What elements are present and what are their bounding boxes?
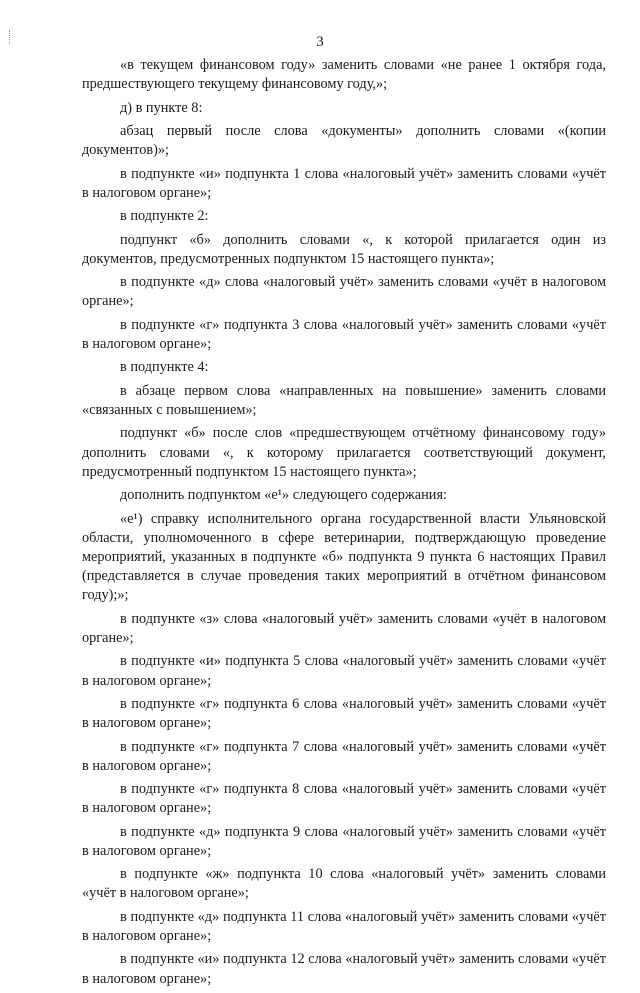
paragraph: «е¹) справку исполнительного органа государственной власти Ульяновской области, уполномоченного в сфере ветеринарии, подтверждающую проведение мероприятий, указанных в подпункте «б» подпункта 9 пункта 6 настоящих Правил (представляется в случае проведения таких мероприятий в отчётном финансовом году);»;	[82, 510, 606, 604]
paragraph: «в текущем финансовом году» заменить словами «не ранее 1 октября года, предшествующего текущему финансовому году,»;	[82, 57, 606, 93]
paragraph: в подпункте «г» подпункта 8 слова «налоговый учёт» заменить словами «учёт в налоговом органе»;	[82, 781, 606, 817]
paragraph: д) в пункте 8:	[120, 99, 203, 116]
page-number: 3	[316, 34, 324, 50]
paragraph: в подпункте 4:	[120, 359, 209, 376]
paragraph: в абзаце первом слова «направленных на повышение» заменить словами «связанных с повышением»;	[82, 382, 606, 418]
paragraph: в подпункте 2:	[120, 208, 209, 225]
paragraph: в подпункте «и» подпункта 1 слова «налоговый учёт» заменить словами «учёт в налоговом органе»;	[82, 165, 606, 201]
paragraph: в подпункте «д» подпункта 9 слова «налоговый учёт» заменить словами «учёт в налоговом органе»;	[82, 823, 606, 859]
paragraph: в подпункте «д» слова «налоговый учёт» заменить словами «учёт в налоговом органе»;	[82, 274, 606, 310]
paragraph: подпункт «б» после слов «предшествующем отчётному финансовому году» дополнить словами «, к которому прилагается соответствующий документ, предусмотренный подпунктом 15 настоящего пункта»;	[82, 425, 606, 480]
paragraph: дополнить подпунктом «е¹» следующего содержания:	[120, 487, 447, 504]
paragraph: в подпункте «г» подпункта 3 слова «налоговый учёт» заменить словами «учёт в налоговом органе»;	[82, 316, 606, 352]
paragraph: в подпункте «г» подпункта 7 слова «налоговый учёт» заменить словами «учёт в налоговом органе»;	[82, 738, 606, 774]
paragraph: в подпункте «г» подпункта 6 слова «налоговый учёт» заменить словами «учёт в налоговом органе»;	[82, 695, 606, 732]
paragraph: в подпункте «з» слова «налоговый учёт» заменить словами «учёт в налоговом органе»;	[82, 610, 606, 646]
document-body	[82, 56, 606, 993]
paragraph: в подпункте «д» подпункта 11 слова «налоговый учёт» заменить словами «учёт в налоговом органе»;	[82, 908, 606, 945]
paragraph: подпункт «б» дополнить словами «, к которой прилагается один из документов, предусмотренных подпунктом 15 настоящего пункта»;	[82, 231, 606, 267]
paragraph: в подпункте «ж» подпункта 10 слова «налоговый учёт» заменить словами «учёт в налоговом органе»;	[82, 866, 606, 902]
paragraph: абзац первый после слова «документы» дополнить словами «(копии документов)»;	[82, 122, 606, 159]
paragraph: в подпункте «и» подпункта 12 слова «налоговый учёт» заменить словами «учёт в налоговом органе»;	[82, 951, 606, 987]
paragraph: в подпункте «и» подпункта 5 слова «налоговый учёт» заменить словами «учёт в налоговом органе»;	[82, 653, 606, 689]
